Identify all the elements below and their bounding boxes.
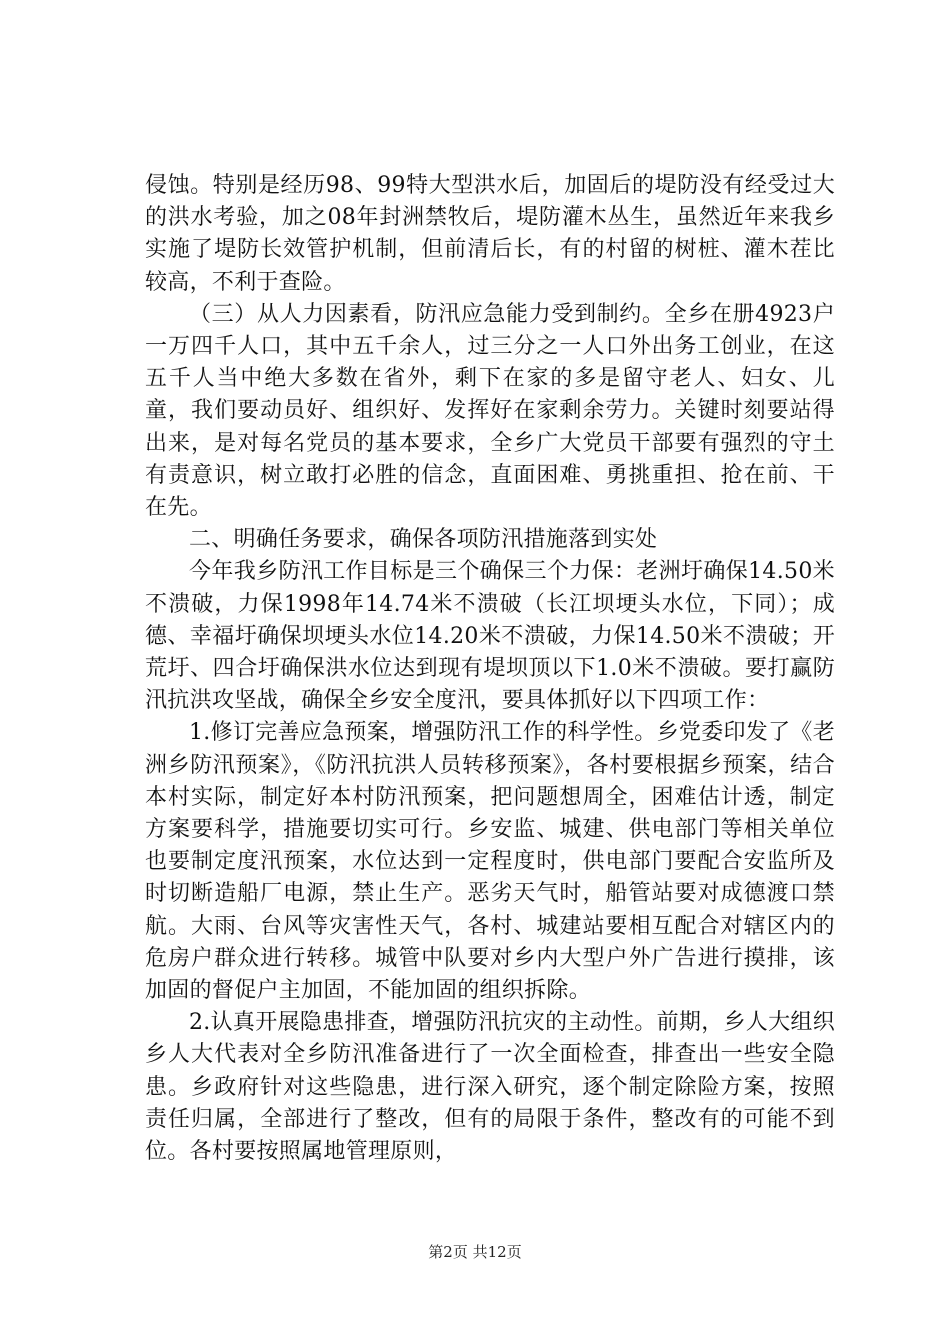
section-heading-tasks: 二、明确任务要求，确保各项防汛措施落到实处 xyxy=(189,527,658,553)
paragraph-targets: 今年我乡防汛工作目标是三个确保三个力保：老洲圩确保14.50米不溃破，力保1998年14.74米不溃破（长江坝埂头水位，下同）；成德、幸福圩确保坝埂头水位14.20米不溃破，力保14.50米不溃破；开荒圩、四合圩确保洪水位达到现有堤坝顶以下1.0米不溃破。要打赢防汛抗洪攻坚战，确保全乡安全度汛，要具体抓好以下四项工作： xyxy=(145,559,835,714)
paragraph-item-1: 1.修订完善应急预案，增强防汛工作的科学性。乡党委印发了《老洲乡防汛预案》，《防汛抗洪人员转移预案》，各村要根据乡预案，结合本村实际，制定好本村防汛预案，把问题想周全，困难估计透，制定方案要科学，措施要切实可行。乡安监、城建、供电部门等相关单位也要制定度汛预案，水位达到一定程度时，供电部门要配合安监所及时切断造船厂电源，禁止生产。恶劣天气时，船管站要对成德渡口禁航。大雨、台风等灾害性天气，各村、城建站要相互配合对辖区内的危房户群众进行转移。城管中队要对乡内大型户外广告进行摸排，该加固的督促户主加固，不能加固的组织拆除。 xyxy=(145,720,835,1004)
paragraph-continuation: 侵蚀。特别是经历98、99特大型洪水后，加固后的堤防没有经受过大的洪水考验，加之08年封洲禁牧后，堤防灌木丛生，虽然近年来我乡实施了堤防长效管护机制，但前清后长，有的村留的树桩、灌木茬比较高，不利于查险。 xyxy=(145,173,835,295)
document-body xyxy=(145,170,835,1168)
paragraph-item-2: 2.认真开展隐患排查，增强防汛抗灾的主动性。前期，乡人大组织乡人大代表对全乡防汛准备进行了一次全面检查，排查出一些安全隐患。乡政府针对这些隐患，进行深入研究，逐个制定除险方案，按照责任归属，全部进行了整改，但有的局限于条件，整改有的可能不到位。各村要按照属地管理原则， xyxy=(145,1010,835,1165)
paragraph-human-factors: （三）从人力因素看，防汛应急能力受到制约。全乡在册4923户一万四千人口，其中五千余人，过三分之一人口外出务工创业，在这五千人当中绝大多数在省外，剩下在家的多是留守老人、妇女、儿童，我们要动员好、组织好、发挥好在家剩余劳力。关键时刻要站得出来，是对每名党员的基本要求，全乡广大党员干部要有强烈的守土有责意识，树立敢打必胜的信念，直面困难、勇挑重担、抢在前、干在先。 xyxy=(145,301,835,521)
page-number-footer: 第2页 共12页 xyxy=(428,1243,522,1261)
